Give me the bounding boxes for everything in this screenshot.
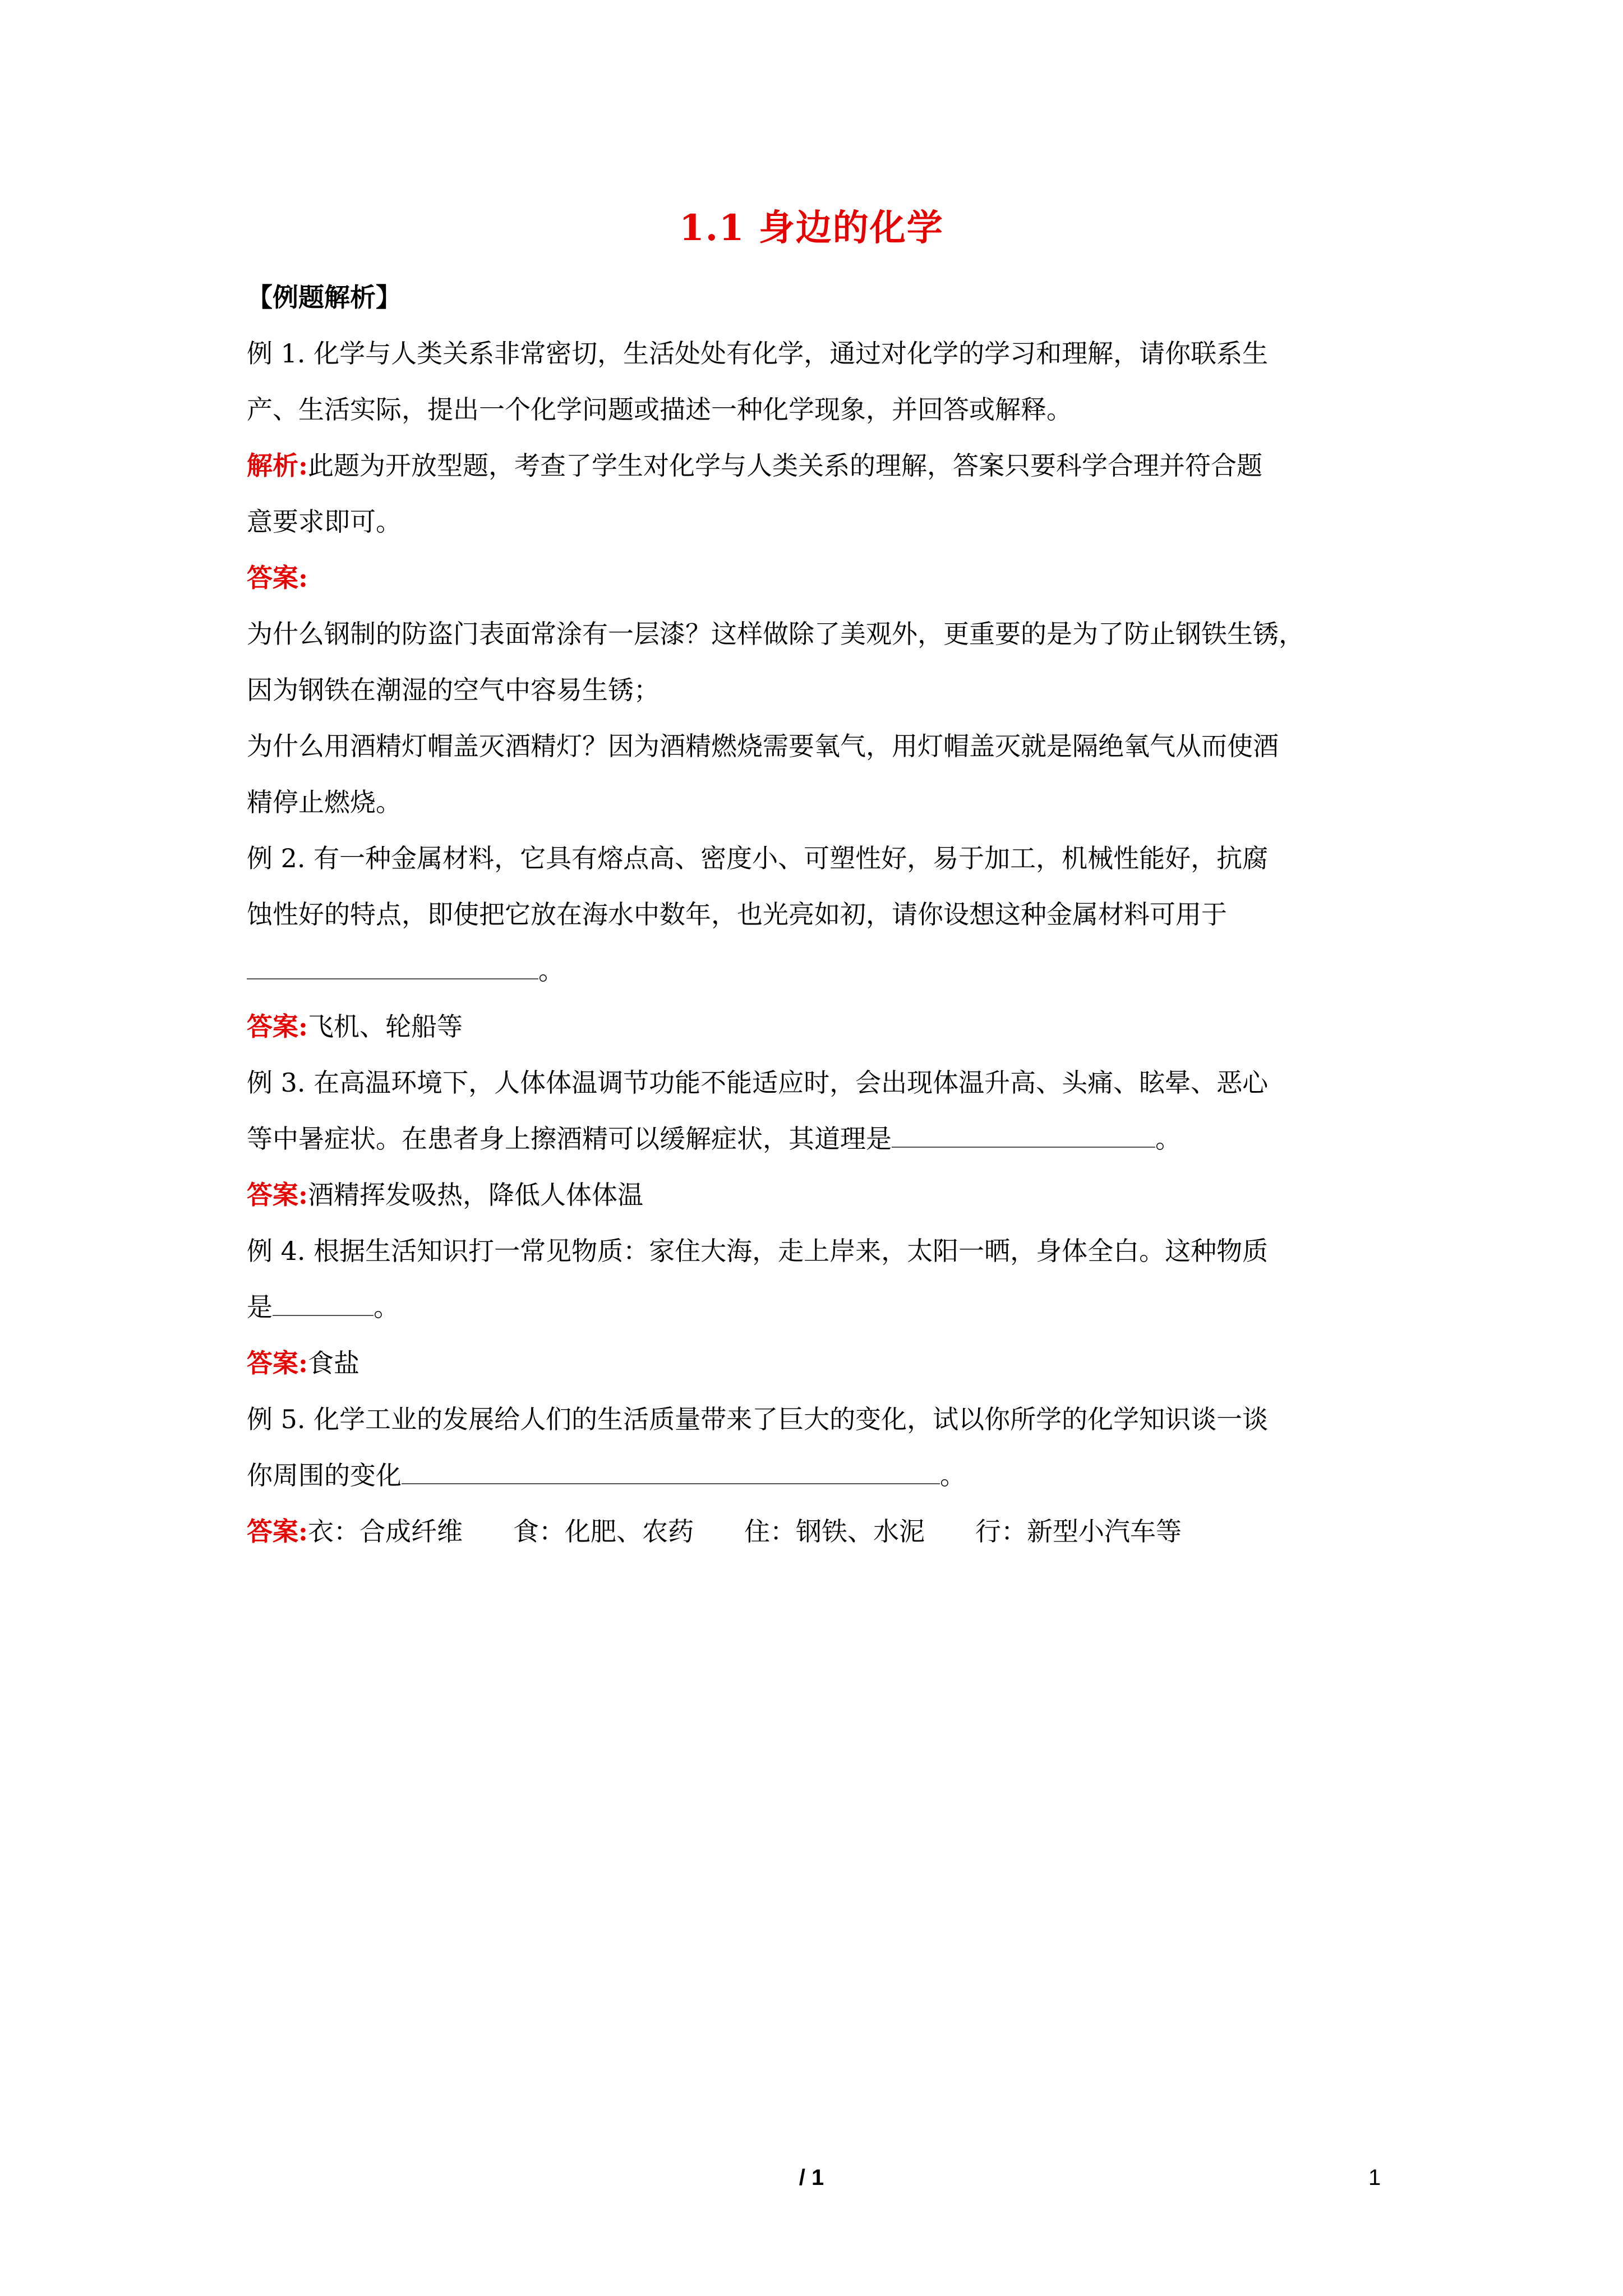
answer-item-clothing: 衣：合成纤维 (307, 1516, 463, 1547)
page-title: 1.1 身边的化学 (679, 207, 944, 249)
answer-item-transport: 行：新型小汽车等 (975, 1516, 1182, 1547)
answer-blank (402, 1461, 940, 1484)
page-number: 1 (1368, 2165, 1381, 2190)
answer-blank (273, 1292, 374, 1316)
example-1-answer-a-line-1: 为什么钢制的防盗门表面常涂有一层漆？这样做除了美观外，更重要的是为了防止钢铁生锈， (247, 619, 1304, 649)
analysis-label: 解析: (247, 450, 308, 481)
example-4-answer (247, 1335, 1391, 1391)
line-text: 是 (247, 1292, 273, 1322)
answer-item-housing: 住：钢铁、水泥 (744, 1516, 925, 1547)
answer-blank (247, 956, 538, 979)
period: 。 (1155, 1124, 1181, 1154)
example-3-answer (247, 1167, 1391, 1223)
answer-item-food: 食：化肥、农药 (513, 1516, 694, 1547)
analysis-text-1: 此题为开放型题，考查了学生对化学与人类关系的理解，答案只要科学合理并符合题 (307, 450, 1262, 481)
example-2-line-3 (247, 942, 1391, 999)
example-1-line-1: 例 1. 化学与人类关系非常密切，生活处处有化学，通过对化学的学习和理解，请你联系生 (247, 338, 1269, 369)
page-count-footer: / 1 (799, 2165, 824, 2190)
answer-text: 飞机、轮船等 (307, 1011, 463, 1042)
example-1-line-2: 产、生活实际，提出一个化学问题或描述一种化学现象，并回答或解释。 (247, 394, 1072, 425)
example-5-line-1: 例 5. 化学工业的发展给人们的生活质量带来了巨大的变化，试以你所学的化学知识谈一谈 (247, 1404, 1269, 1434)
example-1-analysis-line-2: 意要求即可。 (247, 507, 402, 537)
example-3-line-2 (247, 1111, 1391, 1167)
example-1-answer-a-line-2: 因为钢铁在潮湿的空气中容易生锈； (247, 675, 660, 705)
example-5-line-2 (247, 1447, 1391, 1503)
example-2-line-2: 蚀性好的特点，即使把它放在海水中数年，也光亮如初，请你设想这种金属材料可用于 (247, 899, 1227, 930)
answer-text: 食盐 (307, 1348, 359, 1378)
example-1-answer-b-line-2: 精停止燃烧。 (247, 787, 402, 817)
answer-label: 答案: (247, 1348, 308, 1378)
document-body (247, 269, 1391, 1559)
example-4-line-2 (247, 1279, 1391, 1335)
period: 。 (538, 955, 564, 986)
answer-text: 酒精挥发吸热，降低人体体温 (307, 1180, 643, 1210)
section-heading: 【例题解析】 (247, 282, 402, 312)
example-3-line-1: 例 3. 在高温环境下，人体体温调节功能不能适应时，会出现体温升高、头痛、眩晕、恶心 (247, 1068, 1269, 1098)
line-text: 等中暑症状。在患者身上擦酒精可以缓解症状，其道理是 (247, 1124, 892, 1154)
answer-blank (892, 1124, 1155, 1148)
answer-label: 答案: (247, 1516, 308, 1547)
example-2-line-1: 例 2. 有一种金属材料，它具有熔点高、密度小、可塑性好，易于加工，机械性能好，抗腐 (247, 843, 1269, 873)
answer-label: 答案: (247, 1180, 308, 1210)
example-2-answer (247, 999, 1391, 1055)
example-5-answer (247, 1503, 1391, 1559)
line-text: 你周围的变化 (247, 1460, 402, 1490)
example-1-analysis (247, 438, 1391, 494)
period: 。 (374, 1292, 399, 1322)
example-1-answer-b-line-1: 为什么用酒精灯帽盖灭酒精灯？因为酒精燃烧需要氧气，用灯帽盖灭就是隔绝氧气从而使酒 (247, 731, 1279, 761)
example-1-answer-label: 答案: (247, 563, 308, 593)
answer-label: 答案: (247, 1011, 308, 1042)
example-4-line-1: 例 4. 根据生活知识打一常见物质：家住大海，走上岸来，太阳一晒，身体全白。这种物质 (247, 1236, 1269, 1266)
period: 。 (940, 1460, 966, 1490)
